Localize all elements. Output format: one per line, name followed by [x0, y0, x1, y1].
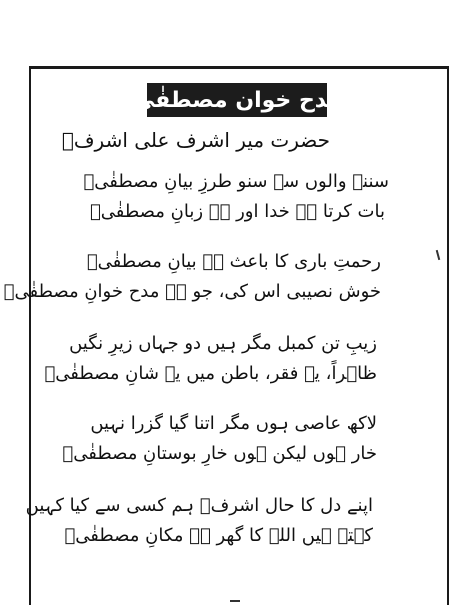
poet-name: حضرت میر اشرف علی اشرفؒ: [61, 128, 330, 152]
verse-line: خوش نصیبی اس کی، جو ہے مدح خوانِ مصطفٰیؐ: [3, 281, 381, 302]
verse-line: خار ہوں لیکن ہوں خارِ بوستانِ مصطفٰیؐ: [62, 443, 377, 464]
verse-line: زیبِ تن کمبل مگر ہیں دو جہاں زیرِ نگیں: [69, 333, 377, 354]
verse-line: ظاہراً، یہ فقر، باطن میں یہ شانِ مصطفٰیؐ: [44, 363, 377, 384]
verse-line: کہتے ہیں اللہ کا گھر ہے مکانِ مصطفٰیؐ: [64, 525, 373, 546]
verse-line: سننے والوں سے سنو طرزِ بیانِ مصطفٰیؐ: [83, 171, 389, 192]
verse-line: لاکھ عاصی ہوں مگر اتنا گیا گزرا نہیں: [90, 413, 377, 434]
poem-title: مدح خوان مصطفٰی: [132, 87, 342, 113]
poem-title-banner: [132, 83, 342, 117]
verse-line: رحمتِ باری کا باعث ہے بیانِ مصطفٰیؐ: [86, 251, 381, 272]
verse-line: بات کرتا ہے خدا اور ہے زبانِ مصطفٰیؐ: [90, 201, 385, 222]
bottom-ink-mark: [230, 600, 240, 606]
verse-line: اپنے دل کا حال اشرفؔ ہم کسی سے کیا کہیں: [25, 495, 373, 516]
